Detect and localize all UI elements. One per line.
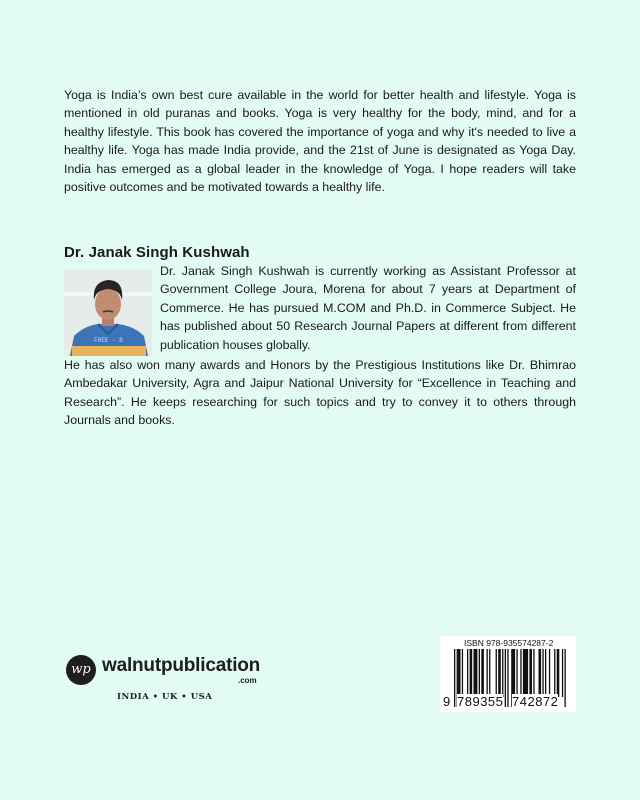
author-bio-intro: Dr. Janak Singh Kushwah is currently working as Assistant Professor at Government College Joura, Morena for about 7 years at Department of Commerce. He has pursued M.COM and Ph.D. in Commerce Subject. He has published about 50 Research Journal Papers at different from different publication houses globally. xyxy=(160,264,576,352)
author-bio-awards: He has also won many awards and Honors by the Prestigious Institutions like Dr. Bhimrao Ambedakar University, Agra and Jaipur National University for “Excellence in Teaching and Research”. He keeps researching for such topics and try to convey it to others through Journals and books. xyxy=(64,358,576,428)
barcode-bar xyxy=(467,649,468,697)
barcode-bar xyxy=(529,649,532,697)
barcode-bar xyxy=(498,649,501,697)
barcode-bar xyxy=(470,649,473,697)
barcode-bar xyxy=(458,649,461,697)
barcode-bar xyxy=(496,649,497,697)
barcode-bar xyxy=(554,649,555,697)
barcode-bar xyxy=(505,649,506,707)
barcode-bar xyxy=(542,649,543,697)
barcode-bar xyxy=(539,649,542,697)
isbn-barcode xyxy=(440,636,576,712)
barcode-bar xyxy=(523,649,528,697)
barcode-bar xyxy=(487,649,488,697)
barcode-bar xyxy=(557,649,560,697)
barcode-bar xyxy=(474,649,478,697)
isbn-left-digits: 789355 xyxy=(457,694,504,709)
barcode-bar xyxy=(516,649,517,697)
publisher-logo xyxy=(66,655,266,710)
isbn-label: ISBN 978-935574287-2 xyxy=(464,638,554,648)
publisher-regions: INDIA • UK • USA xyxy=(117,692,213,702)
barcode-bar xyxy=(533,649,534,697)
isbn-first-digit: 9 xyxy=(443,694,451,709)
barcode-bar xyxy=(454,649,455,707)
publisher-name: walnutpublication xyxy=(102,655,261,676)
author-name: Dr. Janak Singh Kushwah xyxy=(64,244,250,261)
barcode-bar xyxy=(502,649,503,697)
publisher-domain: .com xyxy=(238,676,257,685)
isbn-right-digits: 742872 xyxy=(512,694,559,709)
barcode-bar xyxy=(489,649,490,697)
barcode-bar xyxy=(562,649,563,697)
author-portrait-image xyxy=(64,270,152,356)
shirt-text: FREE - B xyxy=(94,337,123,344)
barcode-bar xyxy=(481,649,484,697)
barcode-bar xyxy=(479,649,480,697)
barcode-bar xyxy=(520,649,521,697)
walnut-logo-icon: wp xyxy=(66,655,96,685)
barcode-bar xyxy=(549,649,550,697)
barcode-bar xyxy=(507,649,508,707)
book-blurb: Yoga is India’s own best cure available in the world for better health and lifestyle. Yoga is mentioned in old puranas and books. Yoga is very healthy for the body, mind, and for a healthy lifestyle. This book has covered the importance of yoga and why it's needed to live a healthy life. Yoga has made India provide, and the 21st of June is designated as Yoga Day. India has emerged as a global leader in the knowledge of Yoga. I hope readers will take positive outcomes and be motivated towards a healthy life. xyxy=(64,88,576,195)
barcode-bar xyxy=(462,649,463,697)
author-photo xyxy=(64,270,152,356)
barcode-bar xyxy=(565,649,566,707)
barcode-bar xyxy=(545,649,546,697)
